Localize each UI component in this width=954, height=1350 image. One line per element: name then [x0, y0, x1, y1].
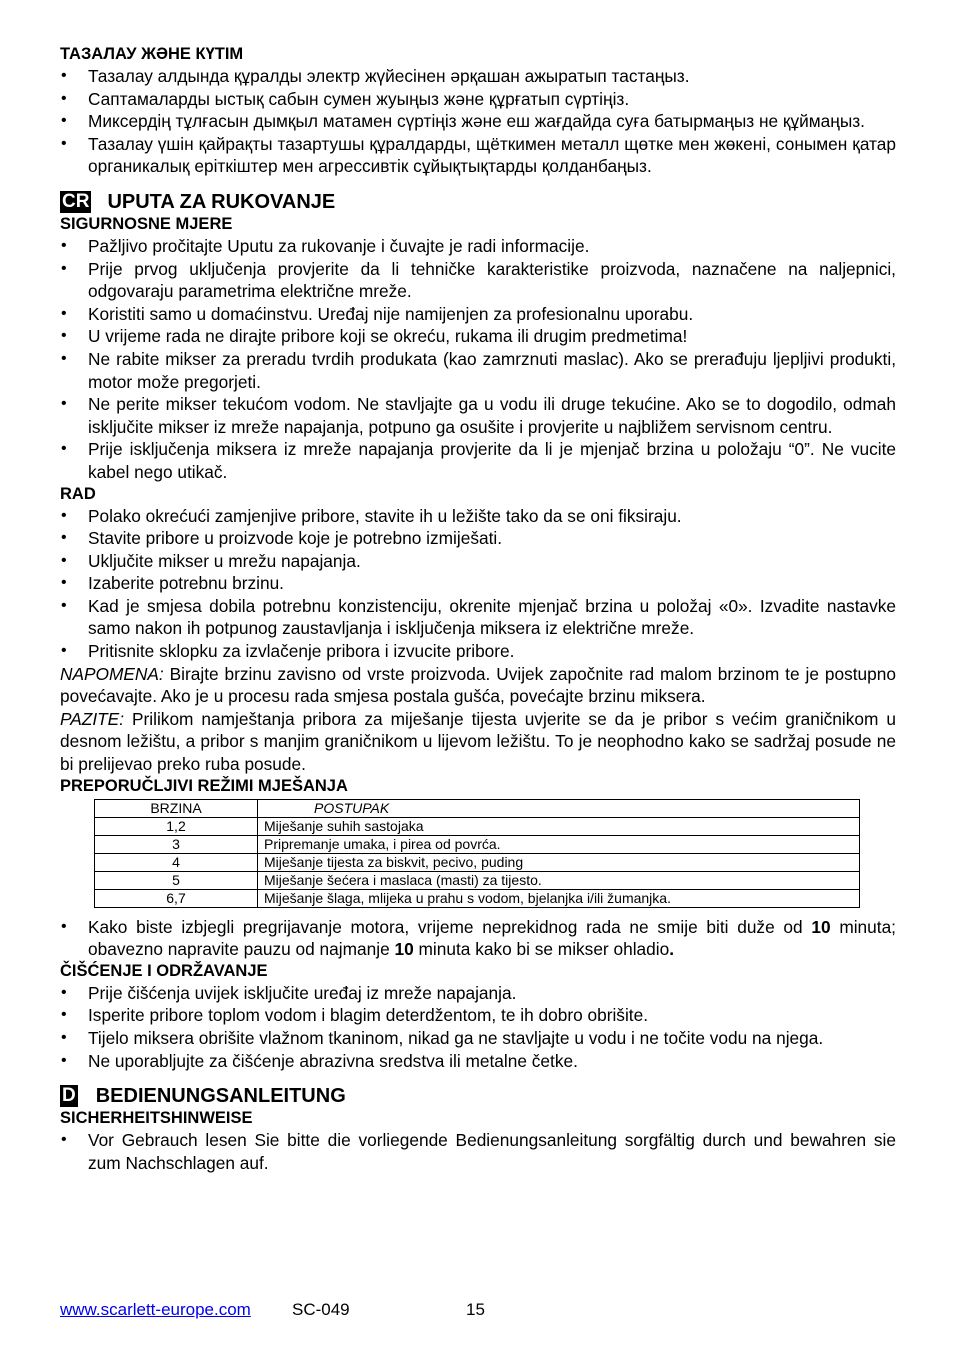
list-item: • Prije prvog uključenja provjerite da li tehničke karakteristike proizvoda, naznačene na naljepnici, odgovaraju parametrima električne mreže. — [60, 258, 896, 303]
note-text: Birajte brzinu zavisno od vrste proizvoda. Uvijek započnite rad malom brzinom te je postupno povećavajte. Ako je u procesu rada smjesa postala gušća, povećajte brzinu miksera. — [60, 663, 896, 707]
table-row — [95, 817, 860, 835]
list-item: • Prije isključenja miksera iz mreže napajanja provjerite da li je mjenjač brzina u položaju “0”. Ne vucite kabel nego utikač. — [60, 438, 896, 483]
list-item: • Stavite pribore u proizvode koje je potrebno izmiješati. — [60, 527, 896, 550]
table-header-row — [95, 799, 860, 817]
page-number: 15 — [466, 1300, 485, 1319]
cr-safety-list — [60, 235, 896, 484]
list-item — [60, 916, 896, 961]
list-item: • Izaberite potrebnu brzinu. — [60, 572, 896, 595]
list-item: • Тазалау алдында құралды электр жүйесінен әрқашан ажыратып тастаңыз. — [60, 65, 896, 88]
model-number: SC-049 — [292, 1300, 350, 1319]
kz-cleaning-heading: ТАЗАЛАУ ЖӘНЕ КҮТІМ — [60, 45, 244, 63]
overheat-minutes-2: 10 — [394, 939, 414, 960]
cr-work-list — [60, 505, 896, 663]
cr-modes-heading: PREPORUČLJIVI REŽIMI MJEŠANJA — [60, 776, 348, 795]
caution-text: Prilikom namještanja pribora za miješanje tijesta uvjerite se da je pribor s većim graničnikom u desnom ležištu, a pribor s manjim graničnikom u lijevom ležištu. To je neophodno kako se sadržaj posude ne bi prelijevao preko ruba posude. — [60, 708, 896, 775]
speed-cell: 6,7 — [95, 889, 258, 907]
d-safety-list — [60, 1129, 896, 1174]
list-item: • Pritisnite sklopku za izvlačenje pribora i izvucite pribore. — [60, 640, 896, 663]
list-item: • U vrijeme rada ne dirajte pribore koji se okreću, rukama ili drugim predmetima! — [60, 325, 896, 348]
kz-cleaning-list — [60, 65, 896, 178]
speed-cell: 4 — [95, 853, 258, 871]
list-item: • Polako okrećući zamjenjive pribore, stavite ih u ležište tako da se oni fiksiraju. — [60, 505, 896, 528]
procedure-cell: Miješanje šlaga, mlijeka u prahu s vodom, bjelanjka i/ili žumanjka. — [258, 889, 860, 907]
cr-safety-heading: SIGURNOSNE MJERE — [60, 214, 233, 233]
list-item: • Миксердің тұлғасын дымқыл матамен сүртіңіз және еш жағдайда суға батырмаңыз не құймаңыз. — [60, 110, 896, 133]
column-header-speed: BRZINA — [95, 799, 258, 817]
note-label: NAPOMENA: — [60, 663, 164, 684]
list-item: • Ne perite mikser tekućom vodom. Ne stavljajte ga u vodu ili druge tekućine. Ako se to dogodilo, odmah isključite mikser iz mreže napajanja, potpuno ga osušite i provjerite u najbližem servisnom centru. — [60, 393, 896, 438]
list-item: • Ne uporabljujte za čišćenje abrazivna sredstva ili metalne četke. — [60, 1050, 896, 1073]
list-item: • Kad je smjesa dobila potrebnu konzistenciju, okrenite mjenjač brzina u položaj «0». Izvadite nastavke samo nakon ih potpunog zaustavljanja i isključenja miksera iz električne mreže. — [60, 595, 896, 640]
cr-section-title: UPUTA ZA RUKOVANJE — [107, 190, 336, 213]
list-item: • Тазалау үшін қайрақты тазартушы құралдарды, щёткимен металл щөтке мен жөкені, сонымен қатар органикалық еріткіштер мен агрессивтік сұйықтықтарды қолданбаңыз. — [60, 133, 896, 178]
cr-cleaning-list — [60, 982, 896, 1072]
overheat-text-b: minuta; obavezno napravite pauzu od najmanje — [88, 916, 896, 960]
cr-language-badge: CR — [62, 190, 90, 212]
cr-section-heading — [60, 190, 896, 214]
list-item: • Pažljivo pročitajte Uputu za rukovanje i čuvajte je radi informacije. — [60, 235, 896, 258]
mixing-modes-table — [94, 799, 860, 908]
list-item: • Саптамаларды ыстық сабын сумен жуыңыз және құрғатып сүртіңіз. — [60, 88, 896, 111]
caution-label: PAZITE: — [60, 708, 125, 729]
overheat-minutes-1: 10 — [811, 916, 831, 937]
table-row — [95, 889, 860, 907]
list-item: • Isperite pribore toplom vodom i blagim deterdžentom, te ih dobro obrišite. — [60, 1004, 896, 1027]
list-item: • Prije čišćenja uvijek isključite uređaj iz mreže napajanja. — [60, 982, 896, 1005]
list-item: • Tijelo miksera obrišite vlažnom tkaninom, nikad ga ne stavljajte u vodu i ne točite vodu na njega. — [60, 1027, 896, 1050]
page-footer — [60, 1300, 896, 1320]
website-link[interactable]: www.scarlett-europe.com — [60, 1300, 251, 1319]
column-header-procedure: POSTUPAK — [258, 799, 860, 817]
d-safety-heading: SICHERHEITSHINWEISE — [60, 1109, 253, 1128]
overheat-period: . — [669, 939, 675, 960]
overheat-text-a: Kako biste izbjegli pregrijavanje motora, vrijeme neprekidnog rada ne smije biti duže od — [88, 916, 812, 937]
list-item: • Vor Gebrauch lesen Sie bitte die vorliegende Bedienungsanleitung sorgfältig durch und bewahren sie zum Nachschlagen auf. — [60, 1129, 896, 1174]
overheat-text-c: minuta kako bi se mikser ohladio — [413, 939, 670, 960]
table-row — [95, 853, 860, 871]
list-item: • Uključite mikser u mrežu napajanja. — [60, 550, 896, 573]
cr-note-paragraph — [60, 663, 896, 708]
list-item: • Ne rabite mikser za preradu tvrdih produkata (kao zamrznuti maslac). Ako se prerađuju ljepljivi produkti, motor može pregorjeti. — [60, 348, 896, 393]
table-row — [95, 871, 860, 889]
cr-cleaning-heading: ČIŠĆENJE I ODRŽAVANJE — [60, 961, 268, 980]
procedure-cell: Miješanje tijesta za biskvit, pecivo, puding — [258, 853, 860, 871]
cr-caution-paragraph — [60, 708, 896, 776]
cr-work-heading: RAD — [60, 484, 96, 503]
speed-cell: 3 — [95, 835, 258, 853]
table-row — [95, 835, 860, 853]
d-section-heading — [60, 1084, 896, 1108]
speed-cell: 1,2 — [95, 817, 258, 835]
procedure-cell: Miješanje suhih sastojaka — [258, 817, 860, 835]
d-section-title: BEDIENUNGSANLEITUNG — [95, 1085, 346, 1108]
d-language-badge: D — [62, 1085, 76, 1107]
procedure-cell: Pripremanje umaka, i pirea od povrća. — [258, 835, 860, 853]
list-item: • Koristiti samo u domaćinstvu. Uređaj nije namijenjen za profesionalnu uporabu. — [60, 303, 896, 326]
speed-cell: 5 — [95, 871, 258, 889]
cr-overheat-list — [60, 916, 896, 961]
document-page — [60, 44, 896, 1174]
procedure-cell: Miješanje šećera i maslaca (masti) za tijesto. — [258, 871, 860, 889]
